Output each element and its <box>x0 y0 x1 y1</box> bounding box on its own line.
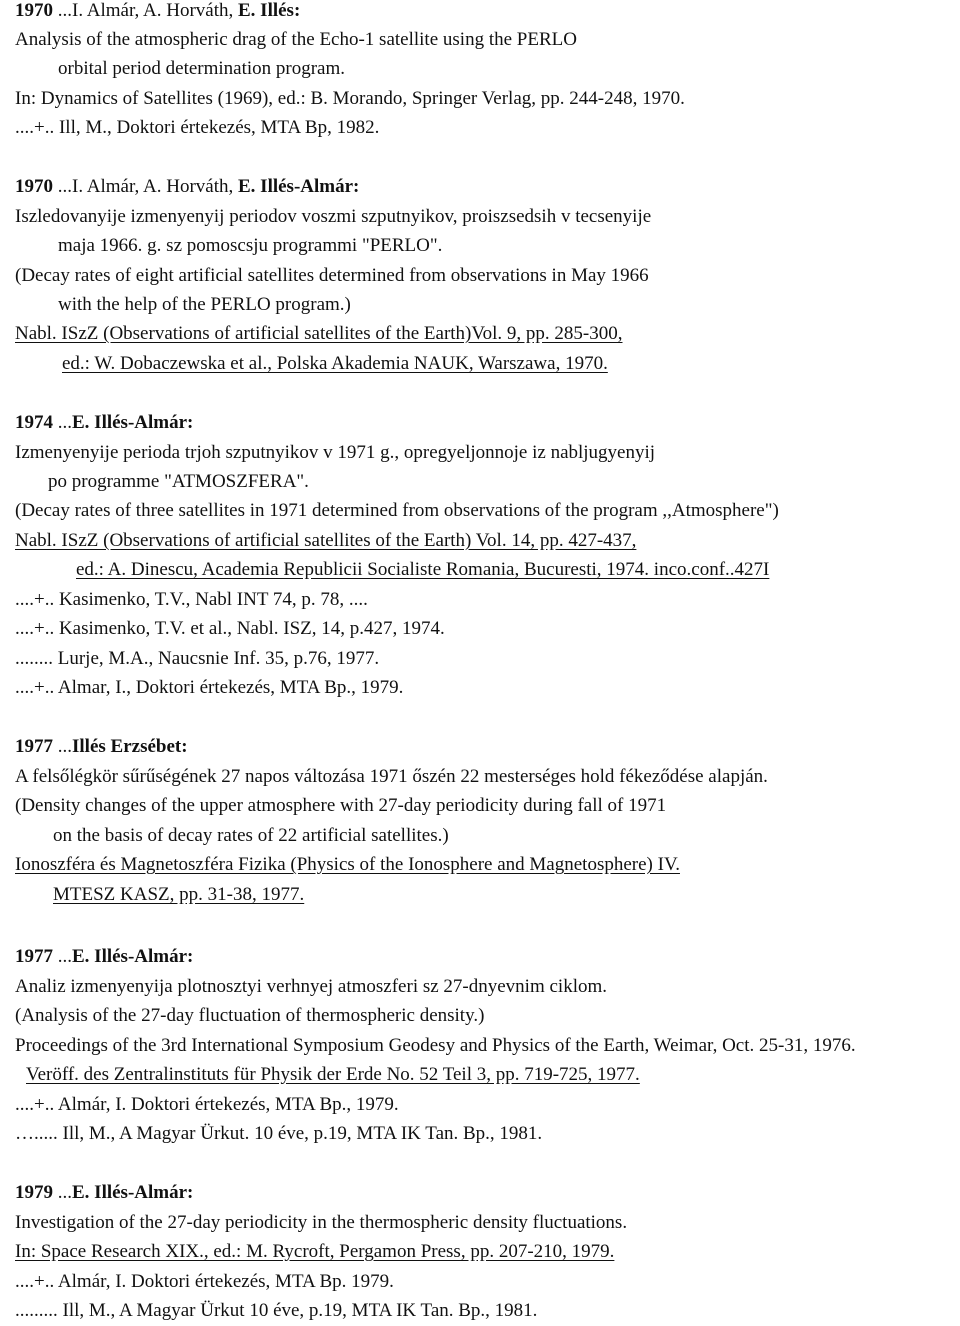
entry-2-translation-line: with the help of the PERLO program.) <box>58 294 351 315</box>
entry-4-source: Ionoszféra és Magnetoszféra Fizika (Physics of the Ionosphere and Magnetosphere) IV. <box>15 854 680 875</box>
entry-4-main-author: Illés Erzsébet: <box>72 736 188 757</box>
entry-1-title-line: Analysis of the atmospheric drag of the Echo-1 satellite using the PERLO <box>15 29 577 50</box>
entry-4-header <box>15 736 188 758</box>
entry-2-main-author: E. Illés-Almár: <box>238 176 360 197</box>
entry-5-header <box>15 946 193 968</box>
entry-2-authors: I. Almár, A. Horváth, <box>72 176 238 197</box>
entry-3-citation: ....+.. Almar, I., Doktori értekezés, MTA Bp., 1979. <box>15 677 404 698</box>
entry-2-translation-line: (Decay rates of eight artificial satellites determined from observations in May 1966 <box>15 265 649 286</box>
entry-1-title-line: orbital period determination program. <box>58 58 346 79</box>
entry-4-year: 1977 <box>15 736 53 757</box>
entry-2-header <box>15 176 359 198</box>
entry-1-year: 1970 <box>15 0 53 21</box>
entry-3-translation-line: (Decay rates of three satellites in 1971 determined from observations of the program ,,Atmosphere") <box>15 500 779 521</box>
entry-6-header <box>15 1182 193 1204</box>
entry-3-header <box>15 412 193 434</box>
entry-5-source: Proceedings of the 3rd International Symposium Geodesy and Physics of the Earth, Weimar, Oct. 25-31, 1976. <box>15 1035 856 1056</box>
entry-4-source: MTESZ KASZ, pp. 31-38, 1977. <box>53 884 305 905</box>
entry-2-source: ed.: W. Dobaczewska et al., Polska Akademia NAUK, Warszawa, 1970. <box>62 353 608 374</box>
entry-5-year: 1977 <box>15 946 53 967</box>
entry-1-header <box>15 0 300 22</box>
entry-5-separator: ... <box>53 946 72 967</box>
entry-3-title-line: po programme "ATMOSZFERA". <box>48 471 309 492</box>
entry-5-source: Veröff. des Zentralinstituts für Physik der Erde No. 52 Teil 3, pp. 719-725, 1977. <box>26 1064 640 1085</box>
entry-5-citation: …..... Ill, M., A Magyar Ürkut. 10 éve, p.19, MTA IK Tan. Bp., 1981. <box>15 1123 543 1144</box>
entry-3-citation: ....+.. Kasimenko, T.V. et al., Nabl. ISZ, 14, p.427, 1974. <box>15 618 445 639</box>
entry-2-source: Nabl. ISzZ (Observations of artificial satellites of the Earth)Vol. 9, pp. 285-300, <box>15 323 623 344</box>
entry-3-citation: ....+.. Kasimenko, T.V., Nabl INT 74, p. 78, .... <box>15 589 368 610</box>
entry-3-title-line: Izmenyenyije perioda trjoh szputnyikov v 1971 g., opregyeljonnoje iz nabljugyenyij <box>15 442 656 463</box>
entry-5-main-author: E. Illés-Almár: <box>72 946 194 967</box>
entry-3-source: ed.: A. Dinescu, Academia Republicii Socialiste Romania, Bucuresti, 1974. inco.conf..427I <box>76 559 770 580</box>
entry-5-citation: ....+.. Almár, I. Doktori értekezés, MTA Bp., 1979. <box>15 1094 399 1115</box>
entry-3-separator: ... <box>53 412 72 433</box>
entry-2-title-line: maja 1966. g. sz pomoscsju programmi "PERLO". <box>58 235 443 256</box>
entry-6-citation: ......... Ill, M., A Magyar Ürkut 10 éve, p.19, MTA IK Tan. Bp., 1981. <box>15 1300 538 1321</box>
entry-2-year: 1970 <box>15 176 53 197</box>
entry-6-title-line: Investigation of the 27-day periodicity in the thermospheric density fluctuations. <box>15 1212 628 1233</box>
entry-6-separator: ... <box>53 1182 72 1203</box>
entry-2-separator: ... <box>53 176 72 197</box>
entry-5-translation-line: (Analysis of the 27-day fluctuation of thermospheric density.) <box>15 1005 485 1026</box>
entry-6-main-author: E. Illés-Almár: <box>72 1182 194 1203</box>
entry-4-translation-line: on the basis of decay rates of 22 artificial satellites.) <box>53 825 449 846</box>
entry-2-title-line: Iszledovanyije izmenyenyij periodov voszmi szputnyikov, proiszsedsih v tecsenyije <box>15 206 652 227</box>
entry-4-separator: ... <box>53 736 72 757</box>
entry-3-citation: ........ Lurje, M.A., Naucsnie Inf. 35, p.76, 1977. <box>15 648 380 669</box>
entry-1-source: In: Dynamics of Satellites (1969), ed.: B. Morando, Springer Verlag, pp. 244-248, 1970. <box>15 88 685 109</box>
entry-1-separator: ... <box>53 0 72 21</box>
entry-5-title-line: Analiz izmenyenyija plotnosztyi verhnyej atmoszferi sz 27-dnyevnim ciklom. <box>15 976 608 997</box>
entry-4-title-line: A felsőlégkör sűrűségének 27 napos változása 1971 őszén 22 mesterséges hold fékeződése alapján. <box>15 766 768 787</box>
entry-3-source: Nabl. ISzZ (Observations of artificial satellites of the Earth) Vol. 14, pp. 427-437, <box>15 530 637 551</box>
entry-3-year: 1974 <box>15 412 53 433</box>
entry-1-citation: ....+.. Ill, M., Doktori értekezés, MTA Bp, 1982. <box>15 117 380 138</box>
entry-4-translation-line: (Density changes of the upper atmosphere with 27-day periodicity during fall of 1971 <box>15 795 667 816</box>
entry-6-year: 1979 <box>15 1182 53 1203</box>
entry-1-main-author: E. Illés: <box>238 0 301 21</box>
entry-1-authors: I. Almár, A. Horváth, <box>72 0 238 21</box>
entry-6-source: In: Space Research XIX., ed.: M. Rycroft, Pergamon Press, pp. 207-210, 1979. <box>15 1241 615 1262</box>
entry-3-main-author: E. Illés-Almár: <box>72 412 194 433</box>
entry-6-citation: ....+.. Almár, I. Doktori értekezés, MTA Bp. 1979. <box>15 1271 394 1292</box>
